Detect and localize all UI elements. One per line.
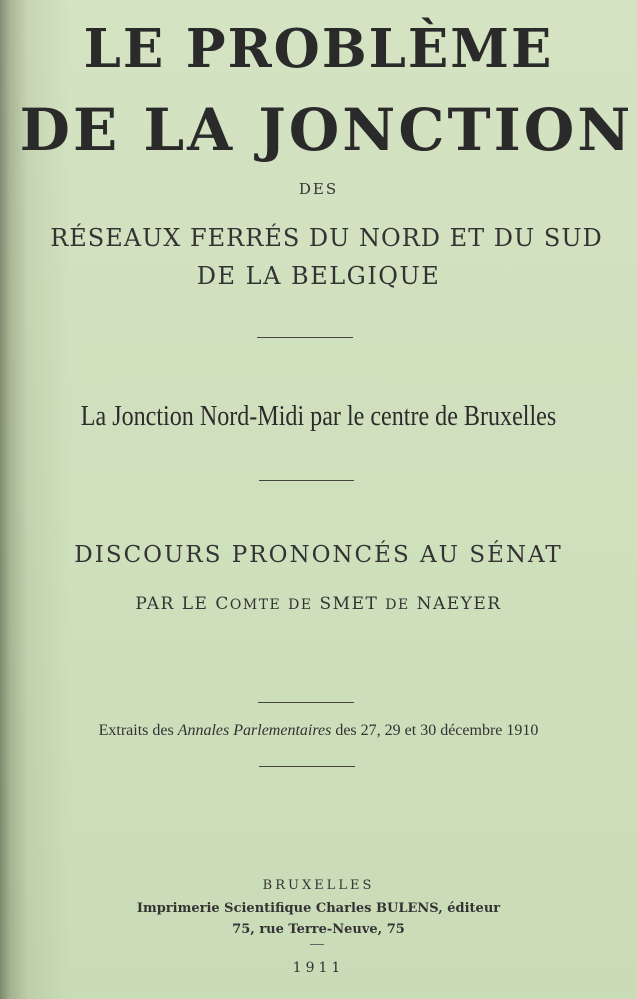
jonction-heading: La Jonction Nord-Midi par le centre de Bruxelles	[80, 401, 557, 432]
title-line-1: LE PROBLÈME	[83, 18, 554, 80]
author-de-2: DE	[385, 597, 410, 613]
subtitle-line-2: DE LA BELGIQUE	[196, 262, 441, 290]
author-title: COMTE	[215, 594, 282, 614]
imprint-printer: Imprimerie Scientifique Charles BULENS, éditeur	[136, 901, 501, 916]
author-par: PAR LE	[135, 594, 209, 614]
extraits-dates: des 27, 29 et 30 décembre 1910	[335, 722, 539, 739]
extraits-prefix: Extraits des	[98, 722, 174, 739]
author-naeyer: NAEYER	[416, 594, 502, 614]
author-de: DE	[288, 597, 313, 613]
subtitle-line-1: RÉSEAUX FERRÉS DU NORD ET DU SUD	[50, 224, 603, 252]
divider-rule	[259, 480, 354, 481]
imprint-year: 1911	[292, 960, 345, 976]
imprint-city: BRUXELLES	[262, 878, 375, 893]
extraits-line	[0, 722, 637, 740]
divider-rule	[258, 702, 354, 703]
des-connector: DES	[298, 180, 339, 198]
imprint-address: 75, rue Terre-Neuve, 75	[232, 922, 405, 937]
title-line-2: DE LA JONCTION	[19, 96, 634, 164]
divider-rule	[257, 337, 353, 338]
divider-rule	[259, 766, 355, 767]
extraits-annales: Annales Parlementaires	[177, 722, 332, 739]
author-line	[0, 594, 637, 614]
author-smet: SMET	[319, 594, 379, 614]
imprint-dash	[310, 944, 324, 945]
discours-heading: DISCOURS PRONONCÉS AU SÉNAT	[74, 542, 563, 568]
